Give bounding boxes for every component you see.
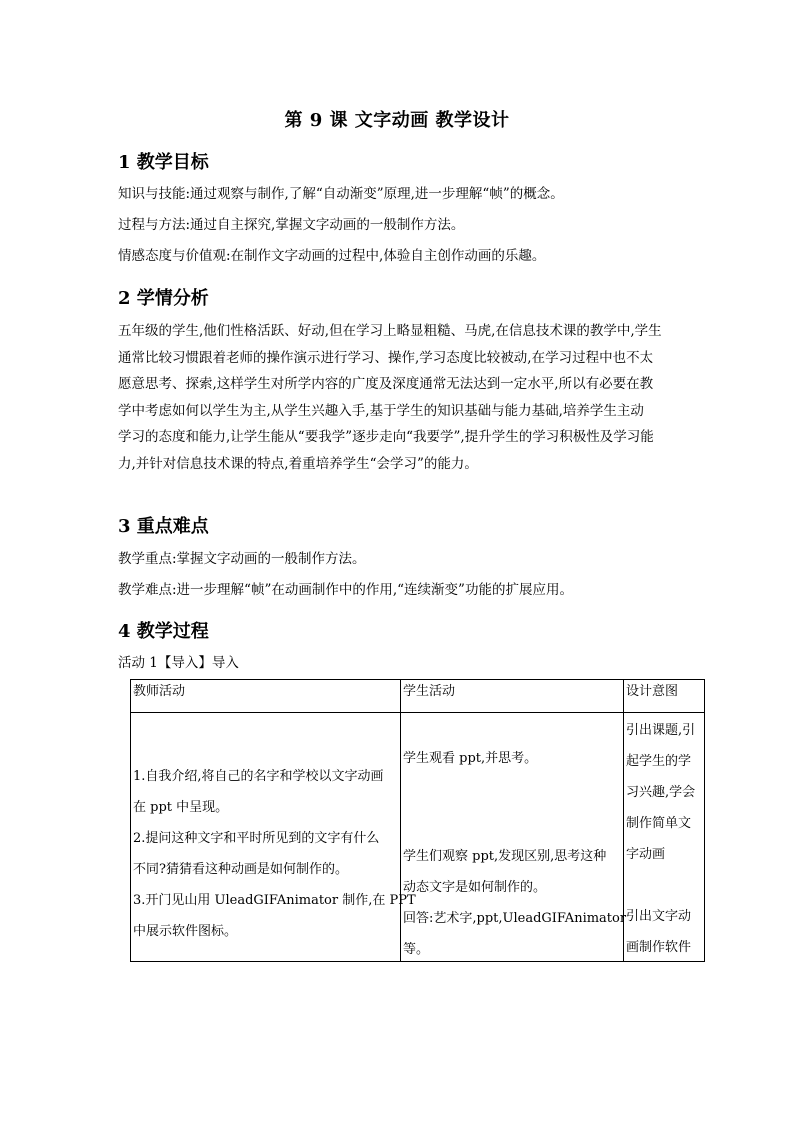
- teacher-line: 不同?猜猜看这种动画是如何制作的。: [133, 862, 348, 877]
- intent-line: 起学生的学: [626, 754, 692, 769]
- document-title: 第 9 课 文字动画 教学设计: [284, 110, 510, 131]
- student-line: 学生观看 ppt,并思考。: [403, 751, 538, 766]
- student-line: 等。: [403, 942, 430, 957]
- table-header-row: [131, 680, 705, 713]
- activity-table: [130, 679, 705, 962]
- key-point: 教学重点:掌握文字动画的一般制作方法。: [118, 551, 366, 567]
- teacher-line: 在 ppt 中呈现。: [133, 800, 229, 815]
- intent-line: 习兴趣,学会: [626, 785, 696, 800]
- analysis-line: 五年级的学生,他们性格活跃、好动,但在学习上略显粗糙、马虎,在信息技术课的教学中,学生: [118, 323, 662, 339]
- table-row: [131, 713, 705, 962]
- section-heading-analysis: 2 学情分析: [118, 288, 209, 309]
- student-line: 动态文字是如何制作的。: [403, 880, 547, 895]
- header-student: 学生活动: [401, 680, 624, 713]
- section-heading-objectives: 1 教学目标: [118, 152, 209, 173]
- intent-line: 制作简单文: [626, 816, 692, 831]
- analysis-line: 通常比较习惯跟着老师的操作演示进行学习、操作,学习态度比较被动,在学习过程中也不太: [118, 349, 654, 366]
- student-line: 学生们观察 ppt,发现区别,思考这种: [403, 849, 607, 864]
- teacher-line: 中展示软件图标。: [133, 924, 238, 939]
- activity-label: 活动 1【导入】导入: [118, 655, 239, 671]
- objective-emotion: 情感态度与价值观:在制作文字动画的过程中,体验自主创作动画的乐趣。: [118, 248, 546, 264]
- teacher-line: 2.提问这种文字和平时所见到的文字有什么: [133, 831, 380, 846]
- header-intent: 设计意图: [624, 680, 705, 713]
- analysis-paragraph: [118, 318, 678, 477]
- difficult-point: 教学难点:进一步理解“帧”在动画制作中的作用,“连续渐变”功能的扩展应用。: [118, 582, 573, 598]
- objective-knowledge: 知识与技能:通过观察与制作,了解“自动渐变”原理,进一步理解“帧”的概念。: [118, 186, 564, 202]
- intent-line: 引出课题,引: [626, 723, 696, 738]
- intent-line: 画制作软件: [626, 940, 692, 955]
- section-heading-key-points: 3 重点难点: [118, 516, 209, 537]
- analysis-line: 学习的态度和能力,让学生能从“要我学”逐步走向“我要学”,提升学生的学习积极性及学习能: [118, 429, 654, 445]
- analysis-line: 力,并针对信息技术课的特点,着重培养学生“会学习”的能力。: [118, 455, 478, 472]
- design-intent-cell: [624, 713, 705, 962]
- intent-line: 引出文字动: [626, 909, 692, 924]
- teacher-line: 1.自我介绍,将自己的名字和学校以文字动画: [133, 769, 384, 784]
- teacher-line: 3.开门见山用 UleadGIFAnimator 制作,在 PPT: [133, 893, 416, 908]
- student-activity-cell: [401, 713, 627, 962]
- section-heading-process: 4 教学过程: [118, 621, 209, 642]
- header-teacher: 教师活动: [131, 680, 401, 713]
- analysis-line: 学中考虑如何以学生为主,从学生兴趣入手,基于学生的知识基础与能力基础,培养学生主动: [118, 402, 644, 419]
- student-line: 回答:艺术字,ppt,UleadGIFAnimator: [403, 911, 627, 926]
- analysis-line: 愿意思考、探索,这样学生对所学内容的广度及深度通常无法达到一定水平,所以有必要在教: [118, 376, 654, 392]
- intent-line: 字动画: [626, 847, 666, 862]
- objective-process: 过程与方法:通过自主探究,掌握文字动画的一般制作方法。: [118, 217, 465, 233]
- teacher-activity-cell: [131, 713, 416, 962]
